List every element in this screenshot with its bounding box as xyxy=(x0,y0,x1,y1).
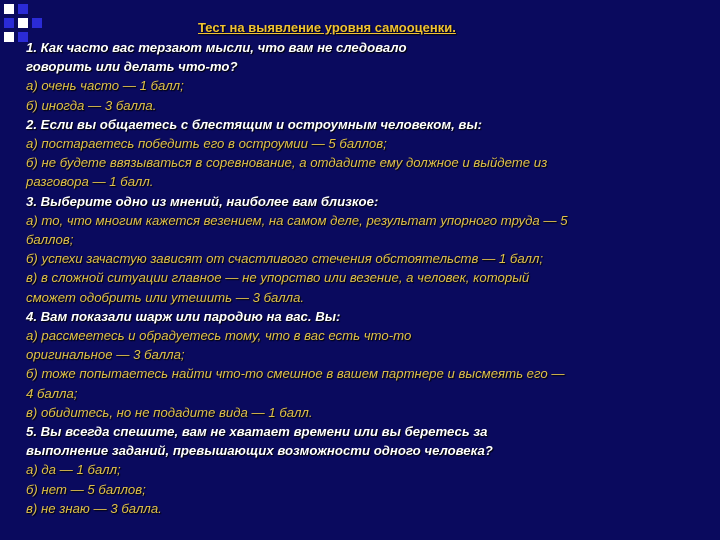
question-line: 5. Вы всегда спешите, вам не хватает времени или вы беретесь за xyxy=(26,424,488,440)
answer-line: б) не будете ввязываться в соревнование, а отдадите ему должное и выйдете из xyxy=(26,155,548,171)
answer-line: а) рассмеетесь и обрадуетесь тому, что в вас есть что-то xyxy=(26,328,412,344)
answer-line: разговора — 1 балл. xyxy=(26,174,154,190)
answer-line: в) не знаю — 3 балла. xyxy=(26,500,162,516)
answer-line: а) да — 1 балл; xyxy=(26,462,121,478)
answer-line: а) очень часто — 1 балл; xyxy=(26,78,184,94)
question-line: 1. Как часто вас терзают мысли, что вам не следовало xyxy=(26,40,407,55)
decor-square xyxy=(18,4,28,14)
question-line: 3. Выберите одно из мнений, наиболее вам близкое: xyxy=(26,193,379,209)
answer-line: б) успехи зачастую зависят от счастливого стечения обстоятельств — 1 балл; xyxy=(26,251,544,267)
decor-square xyxy=(32,18,42,28)
question-line: 4. Вам показали шарж или пародию на вас. Вы: xyxy=(26,308,341,324)
answer-line: а) то, что многим кажется везением, на самом деле, результат упорного труда — 5 xyxy=(26,212,568,228)
answer-line: б) тоже попытаетесь найти что-то смешное в вашем партнере и высмеять его — xyxy=(26,366,565,382)
question-line: выполнение заданий, превышающих возможности одного человека? xyxy=(26,443,493,459)
answer-line: баллов; xyxy=(26,232,74,248)
question-line: 2. Если вы общаетесь с блестящим и остроумным человеком, вы: xyxy=(26,116,483,132)
answer-line: б) иногда — 3 балла. xyxy=(26,97,157,113)
question-line: говорить или делать что-то? xyxy=(26,59,238,75)
page-title: Тест на выявление уровня самооценки. xyxy=(198,20,456,35)
answer-line: б) нет — 5 баллов; xyxy=(26,481,146,497)
answer-line: 4 балла; xyxy=(26,385,78,401)
answer-line: в) в сложной ситуации главное — не упорство или везение, а человек, который xyxy=(26,270,530,286)
answer-line: сможет одобрить или утешить — 3 балла. xyxy=(26,289,305,305)
decor-square xyxy=(18,18,28,28)
decor-square xyxy=(4,32,14,42)
test-content xyxy=(26,38,706,518)
decor-square xyxy=(4,18,14,28)
answer-line: оригинальное — 3 балла; xyxy=(26,347,185,363)
decor-square xyxy=(4,4,14,14)
answer-line: а) постараетесь победить его в остроумии — 5 баллов; xyxy=(26,136,387,152)
answer-line: в) обидитесь, но не подадите вида — 1 балл. xyxy=(26,404,313,420)
